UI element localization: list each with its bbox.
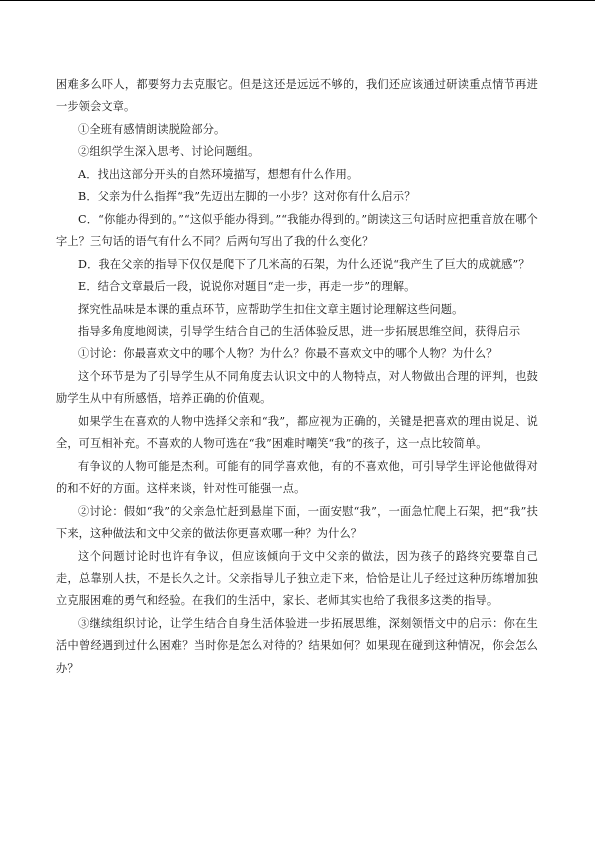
paragraph-step-1: ①全班有感情朗读脱险部分。 (78, 122, 226, 136)
paragraph-guidance: 指导多角度地阅读，引导学生结合自己的生活体验反思，进一步拓展思维空间，获得启示 (78, 324, 521, 338)
document-body (56, 74, 538, 680)
question-d: D．我在父亲的指导下仅仅是爬下了几米高的石架，为什么还说“我产生了巨大的成就感”？ (78, 257, 530, 271)
question-a: A．找出这部分开头的自然环境描写，想想有什么作用。 (78, 167, 359, 181)
discussion-3: ③继续组织讨论，让学生结合自身生活体验进一步拓展思维，深刻领悟文中的启示：你在生活中曾经遇到过什么困难？当时你是怎么对待的？结果如何？如果现在碰到这种情况，你会怎么办？ (56, 616, 538, 675)
paragraph-intro: 困难多么吓人，都要努力去克服它。但是这还是远远不够的，我们还应该通过研读重点情节再进一步领会文章。 (56, 78, 538, 114)
paragraph-explanation-1: 这个环节是为了引导学生从不同角度去认识文中的人物特点，对人物做出合理的评判，也鼓励学生从中有所感悟，培养正确的价值观。 (56, 369, 538, 406)
question-c: C．“你能办得到的。”“这似乎能办得到。”“我能办得到的。”朗读这三句话时应把重音放在哪个字上？三句话的语气有什么不同？后两句写出了我的什么变化？ (56, 212, 538, 249)
discussion-2: ②讨论：假如“我”的父亲急忙赶到悬崖下面，一面安慰“我”，一面急忙爬上石架，把“我”扶下来，这种做法和文中父亲的做法你更喜欢哪一种？为什么？ (56, 504, 538, 541)
paragraph-inquiry: 探究性品味是本课的重点环节，应帮助学生扣住文章主题讨论理解这些问题。 (78, 302, 464, 316)
paragraph-step-2: ②组织学生深入思考、讨论问题组。 (78, 145, 260, 159)
paragraph-explanation-4: 这个问题讨论时也许有争议，但应该倾向于文中父亲的做法，因为孩子的路终究要靠自己走，总靠别人扶，不是长久之计。父亲指导儿子独立走下来，恰恰是让儿子经过这种历练增加独立克服困难的勇气和经验。在我们的生活中，家长、老师其实也给了我很多这类的指导。 (56, 549, 538, 608)
question-e: E．结合文章最后一段，说说你对题目“走一步，再走一步”的理解。 (78, 280, 416, 294)
paragraph-explanation-2: 如果学生在喜欢的人物中选择父亲和“我”，都应视为正确的，关键是把喜欢的理由说足、说全，可互相补充。不喜欢的人物可选在“我”困难时嘲笑“我”的孩子，这一点比较简单。 (56, 414, 538, 451)
paragraph-explanation-3: 有争议的人物可能是杰利。可能有的同学喜欢他，有的不喜欢他，可引导学生评论他做得对的和不好的方面。这样来谈，针对性可能强一点。 (56, 459, 538, 496)
discussion-1: ①讨论：你最喜欢文中的哪个人物？为什么？你最不喜欢文中的哪个人物？为什么？ (78, 347, 498, 361)
page-top-rule (0, 0, 595, 1)
question-b: B．父亲为什么指挥“我”先迈出左脚的一小步？这对你有什么启示？ (78, 190, 416, 204)
